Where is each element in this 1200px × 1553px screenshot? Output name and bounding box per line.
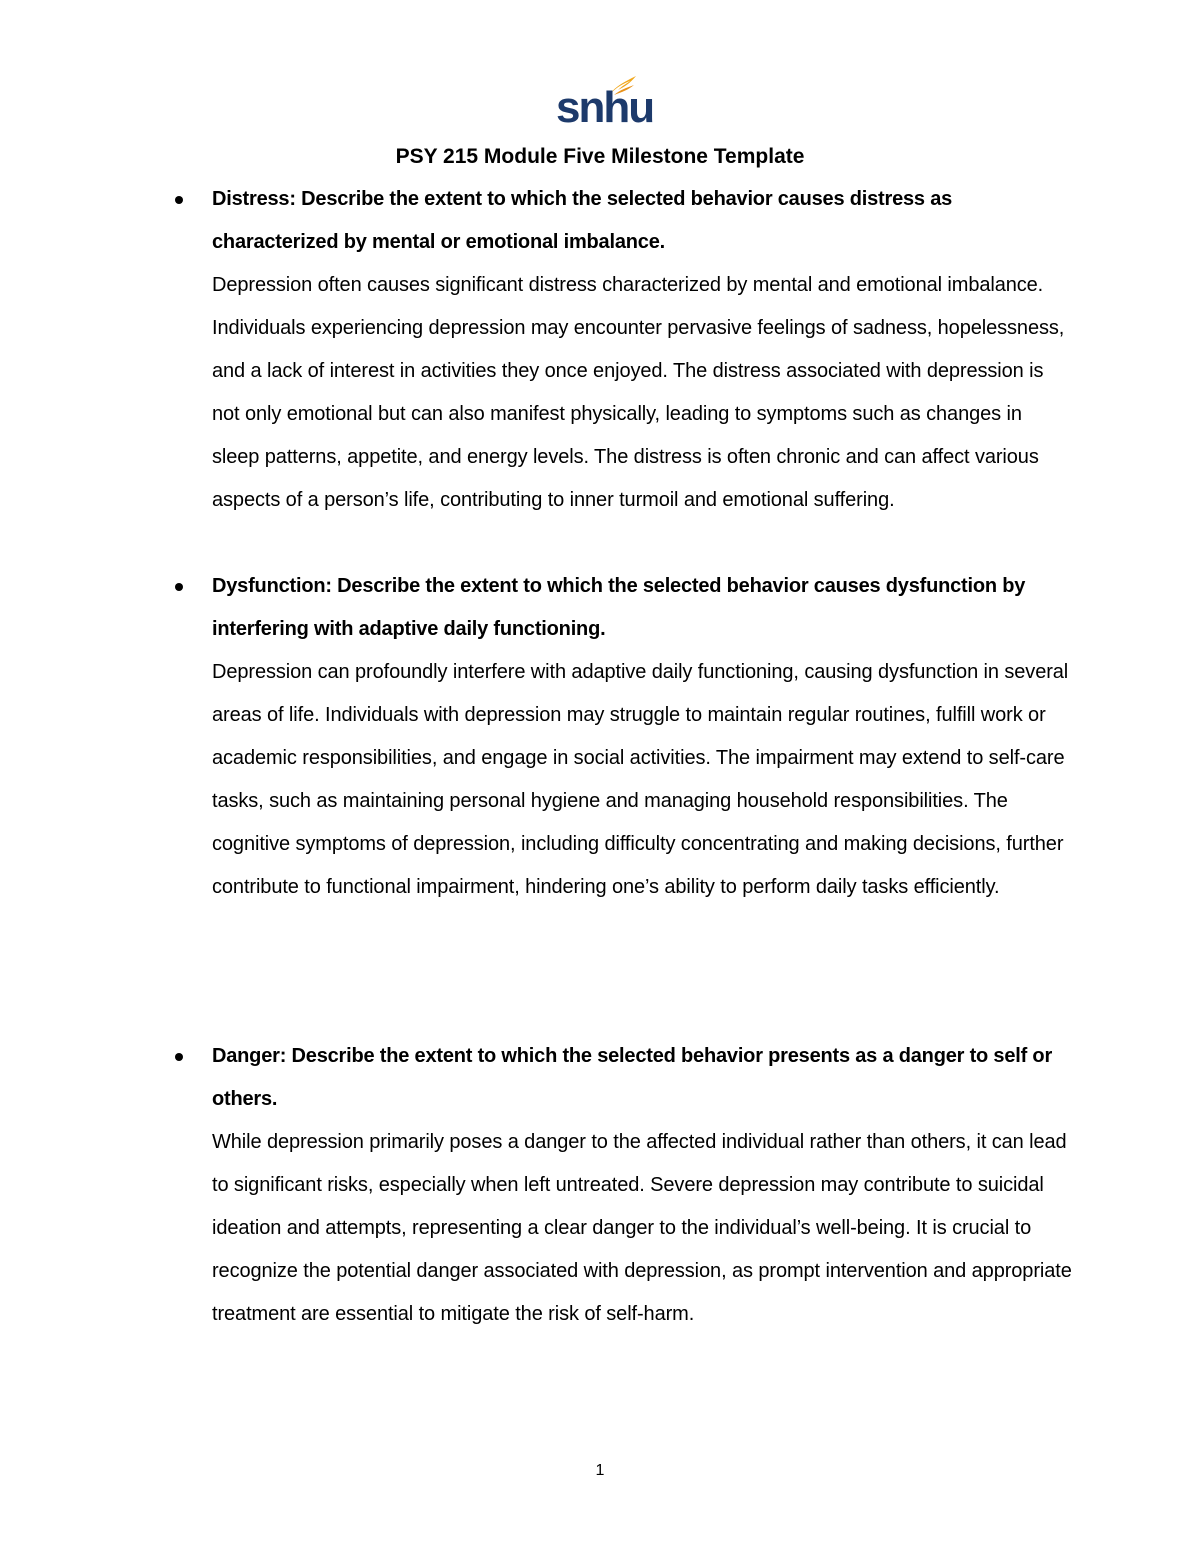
- section-prompt: Distress: Describe the extent to which the selected behavior causes distress as characterized by mental or emotional imbalance.: [212, 188, 953, 253]
- section-distress: [212, 178, 1072, 522]
- bullet-icon: [174, 178, 184, 221]
- section-answer: While depression primarily poses a danger to the affected individual rather than others, it can lead to significant risks, especially when left untreated. Severe depression may contribute to suicidal ideation and attempts, representing a clear danger to the individual’s well-being. It is crucial to recognize the potential danger associated with depression, as prompt intervention and appropriate treatment are essential to mitigate the risk of self-harm.: [212, 1131, 1072, 1325]
- bullet-icon: [174, 565, 184, 608]
- page-number: 1: [595, 1462, 605, 1479]
- logo-wordmark: snhu: [556, 83, 654, 132]
- snhu-logo: [556, 74, 654, 132]
- section-prompt: Dysfunction: Describe the extent to which the selected behavior causes dysfunction by interfering with adaptive daily functioning.: [212, 575, 1026, 640]
- section-danger: [212, 1035, 1072, 1336]
- section-dysfunction: [212, 565, 1072, 909]
- bullet-icon: [174, 1035, 184, 1078]
- page-title: PSY 215 Module Five Milestone Template: [395, 145, 805, 168]
- section-prompt: Danger: Describe the extent to which the selected behavior presents as a danger to self or others.: [212, 1045, 1053, 1110]
- section-answer: Depression can profoundly interfere with adaptive daily functioning, causing dysfunction in several areas of life. Individuals with depression may struggle to maintain regular routines, fulfill work or academic responsibilities, and engage in social activities. The impairment may extend to self-care tasks, such as maintaining personal hygiene and managing household responsibilities. The cognitive symptoms of depression, including difficulty concentrating and making decisions, further contribute to functional impairment, hindering one’s ability to perform daily tasks efficiently.: [212, 661, 1069, 898]
- section-answer: Depression often causes significant distress characterized by mental and emotional imbalance. Individuals experiencing depression may encounter pervasive feelings of sadness, hopelessness, and a lack of interest in activities they once enjoyed. The distress associated with depression is not only emotional but can also manifest physically, leading to symptoms such as changes in sleep patterns, appetite, and energy levels. The distress is often chronic and can affect various aspects of a person’s life, contributing to inner turmoil and emotional suffering.: [212, 274, 1065, 511]
